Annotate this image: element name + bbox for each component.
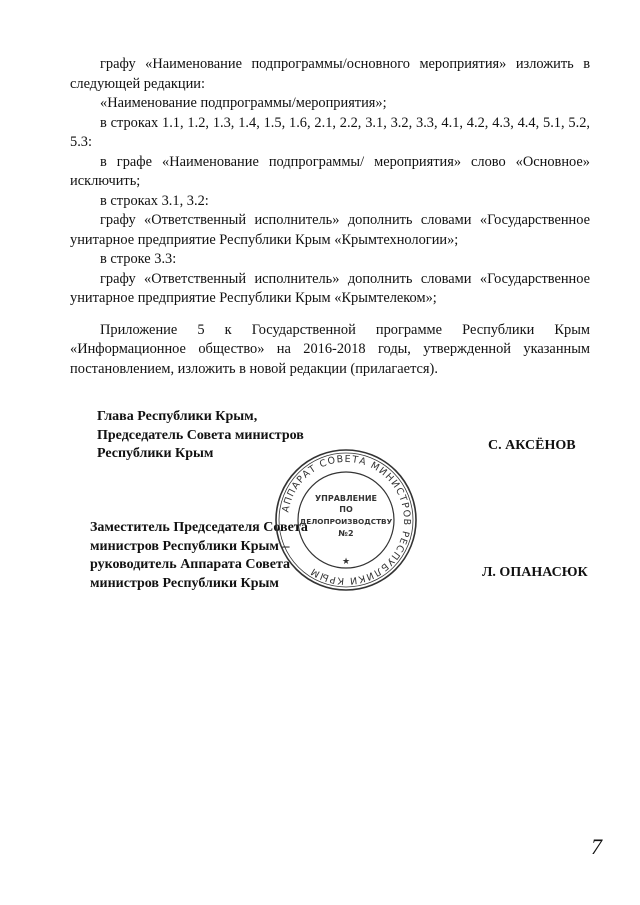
stamp-star-icon: ★: [341, 557, 351, 567]
page-number-mark: 7: [591, 834, 602, 859]
stamp-center-line: УПРАВЛЕНИЕ: [315, 494, 377, 503]
signature-position-line: Заместитель Председателя Совета: [90, 520, 308, 535]
paragraph: в графе «Наименование подпрограммы/ мероприятия» слово «Основное» исключить;: [70, 153, 590, 189]
stamp-seal-graphic: [272, 446, 420, 594]
paragraph: Приложение 5 к Государственной программе Республики Крым «Информационное общество» на 2016-2018 годы, утвержденной указанным постановлением, изложить в новой редакции (прилагается).: [70, 321, 590, 377]
signature-position-line: Председатель Совета министров: [97, 427, 304, 443]
signature-position-line: Республики Крым: [97, 446, 214, 461]
paragraph: «Наименование подпрограммы/мероприятия»;: [100, 95, 387, 111]
paragraph: в строке 3.3:: [100, 251, 177, 267]
signature-position-line: руководитель Аппарата Совета: [90, 557, 290, 572]
paragraph: графу «Ответственный исполнитель» дополнить словами «Государственное унитарное предприятие Республики Крым «Крымтелеком»;: [70, 270, 590, 306]
stamp-center-line: №2: [338, 529, 354, 538]
paragraph: графу «Наименование подпрограммы/основного мероприятия» изложить в следующей редакции:: [70, 56, 590, 92]
signature-position-line: министров Республики Крым: [90, 575, 279, 591]
document-body: [70, 55, 590, 379]
paragraph: в строках 3.1, 3.2:: [100, 192, 209, 209]
official-stamp: [272, 446, 420, 594]
paragraph: в строках 1.1, 1.2, 1.3, 1.4, 1.5, 1.6, 2.1, 2.2, 3.1, 3.2, 3.3, 4.1, 4.2, 4.3, 4.4, 5.1, 5.2, 5.3:: [70, 114, 590, 150]
stamp-center-line: ПО: [339, 505, 353, 514]
signatory-name-deputy: Л. ОПАНАСЮК: [482, 565, 588, 580]
paragraph: графу «Ответственный исполнитель» дополнить словами «Государственное унитарное предприятие Республики Крым «Крымтехнологии»;: [70, 212, 590, 248]
stamp-center-line: ДЕЛОПРОИЗВОДСТВУ: [299, 517, 393, 526]
signature-position-line: министров Республики Крым –: [90, 538, 290, 554]
stamp-ring-text: АППАРАТ СОВЕТА МИНИСТРОВ РЕСПУБЛИКИ КРЫМ: [280, 453, 413, 587]
signature-position-line: Глава Республики Крым,: [97, 409, 258, 424]
signatory-name-head: С. АКСЁНОВ: [488, 438, 576, 453]
